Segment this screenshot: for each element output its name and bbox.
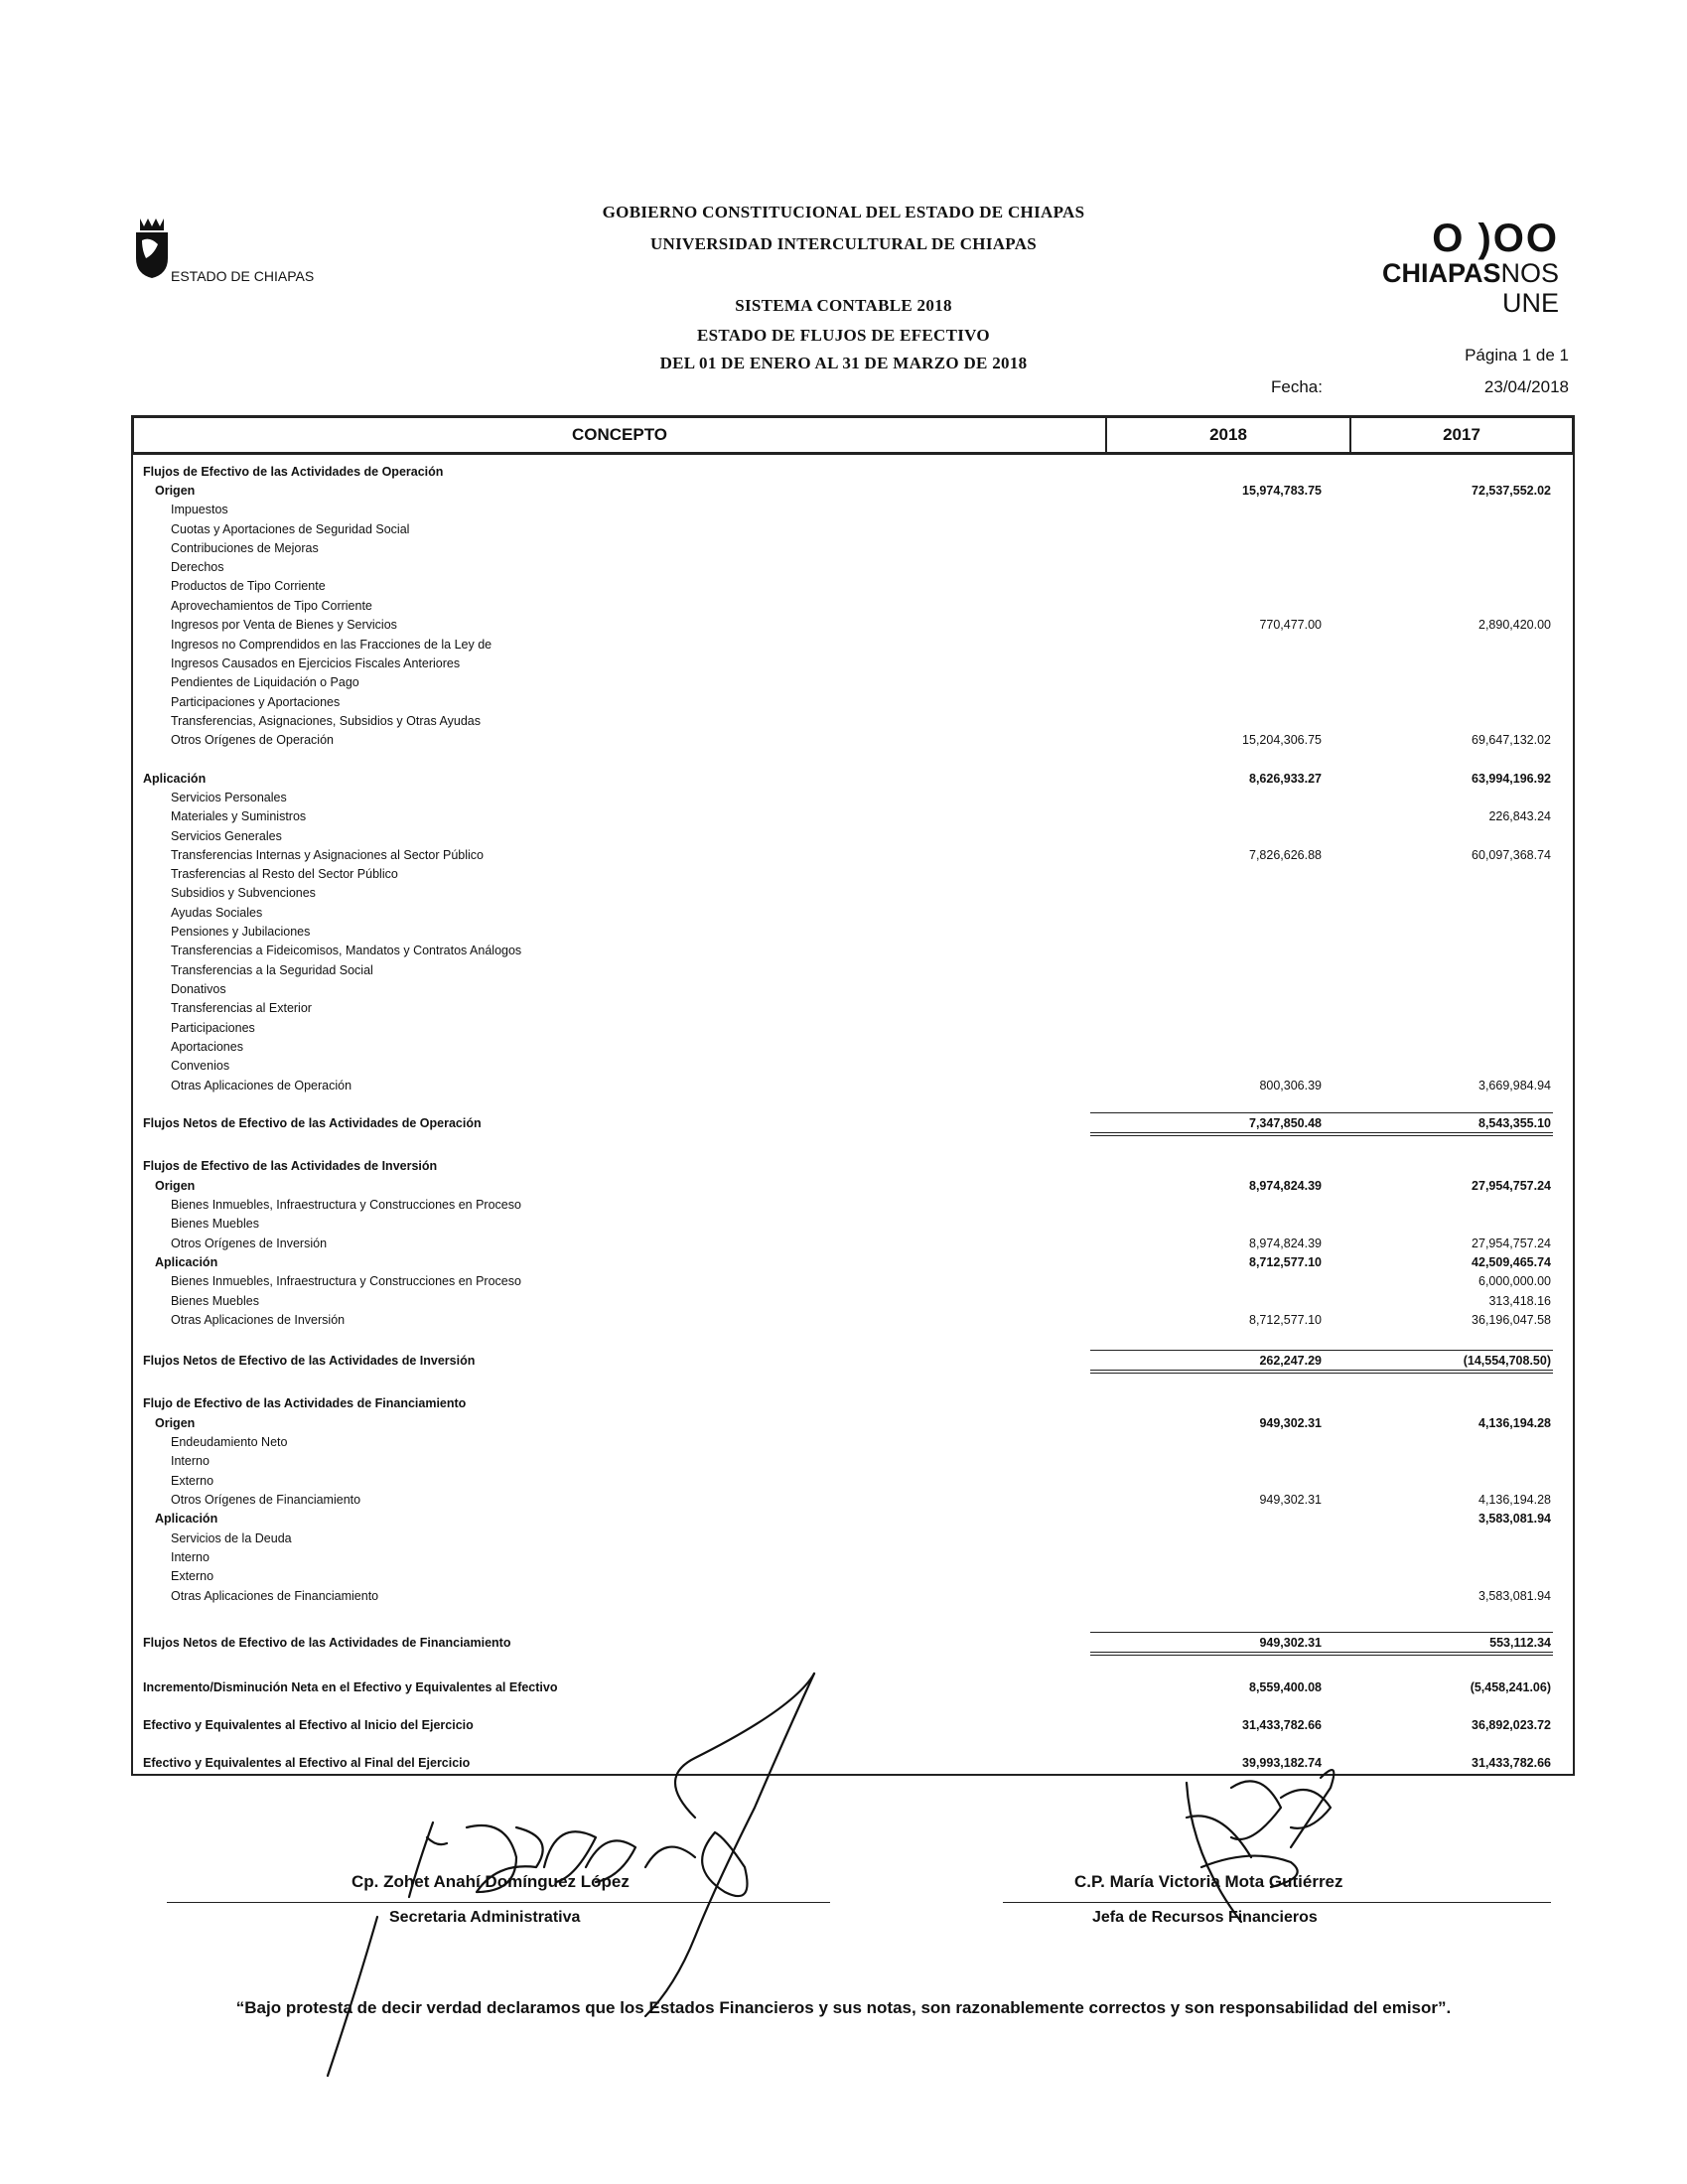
value-2017: 2,890,420.00 bbox=[1478, 618, 1551, 632]
value-2018: 8,974,824.39 bbox=[1249, 1179, 1322, 1193]
value-2017: 6,000,000.00 bbox=[1478, 1274, 1551, 1288]
value-2017: 226,843.24 bbox=[1488, 809, 1551, 823]
value-2018: 7,347,850.48 bbox=[1249, 1116, 1322, 1130]
row-label: Bienes Muebles bbox=[171, 1294, 259, 1308]
row-label: Origen bbox=[155, 1416, 196, 1430]
row-label: Incremento/Disminución Neta en el Efectivo y Equivalentes al Efectivo bbox=[143, 1680, 558, 1694]
value-2018: 8,712,577.10 bbox=[1249, 1255, 1322, 1269]
value-2018: 949,302.31 bbox=[1259, 1636, 1322, 1650]
row-label: Otros Orígenes de Financiamiento bbox=[171, 1493, 361, 1507]
row-label: Otros Orígenes de Operación bbox=[171, 733, 334, 747]
footer-statement: “Bajo protesta de decir verdad declaramos que los Estados Financieros y sus notas, son razonablemente correctos y son responsabilidad del emisor”. bbox=[235, 1998, 1452, 2017]
logo-brand-light: NOS UNE bbox=[1500, 258, 1559, 318]
value-2018: 31,433,782.66 bbox=[1242, 1718, 1322, 1732]
left-signer-role: Secretaria Administrativa bbox=[389, 1909, 581, 1926]
value-2018: 7,826,626.88 bbox=[1249, 848, 1322, 862]
column-header-2017: 2017 bbox=[1443, 425, 1480, 444]
value-2018: 39,993,182.74 bbox=[1242, 1756, 1322, 1770]
row-label: Aplicación bbox=[155, 1255, 218, 1269]
row-label: Donativos bbox=[171, 982, 226, 996]
row-label: Subsidios y Subvenciones bbox=[171, 886, 316, 900]
row-label: Aplicación bbox=[155, 1512, 218, 1526]
row-label: Aportaciones bbox=[171, 1040, 243, 1054]
row-label: Origen bbox=[155, 484, 196, 498]
system-title: SISTEMA CONTABLE 2018 bbox=[735, 296, 952, 315]
value-2017: 553,112.34 bbox=[1489, 1636, 1551, 1650]
value-2018: 8,559,400.08 bbox=[1249, 1680, 1322, 1694]
row-label: Otras Aplicaciones de Operación bbox=[171, 1079, 352, 1092]
value-2017: 42,509,465.74 bbox=[1472, 1255, 1551, 1269]
date-label: Fecha: bbox=[1271, 377, 1323, 396]
row-label: Productos de Tipo Corriente bbox=[171, 579, 326, 593]
value-2018: 770,477.00 bbox=[1259, 618, 1322, 632]
row-label: Otras Aplicaciones de Inversión bbox=[171, 1313, 346, 1327]
column-header-2018: 2018 bbox=[1107, 418, 1351, 452]
value-2017: 3,669,984.94 bbox=[1478, 1079, 1551, 1092]
row-label: Flujos Netos de Efectivo de las Actividades de Financiamiento bbox=[143, 1636, 511, 1650]
logo-brand-bold: CHIAPAS bbox=[1381, 258, 1501, 288]
row-label: Participaciones y Aportaciones bbox=[171, 695, 341, 709]
value-2017: 36,196,047.58 bbox=[1472, 1313, 1551, 1327]
row-label: Flujos Netos de Efectivo de las Actividades de Inversión bbox=[143, 1354, 476, 1368]
row-label: Efectivo y Equivalentes al Efectivo al Inicio del Ejercicio bbox=[143, 1718, 474, 1732]
row-label: Transferencias a Fideicomisos, Mandatos y Contratos Análogos bbox=[171, 944, 522, 957]
value-2017: 4,136,194.28 bbox=[1478, 1416, 1551, 1430]
value-2018: 15,204,306.75 bbox=[1242, 733, 1322, 747]
state-logo-text: ESTADO DE CHIAPAS bbox=[171, 268, 315, 284]
row-label: Otras Aplicaciones de Financiamiento bbox=[171, 1589, 379, 1603]
row-label: Flujos de Efectivo de las Actividades de Operación bbox=[143, 465, 444, 479]
row-label: Participaciones bbox=[171, 1021, 255, 1035]
date-value: 23/04/2018 bbox=[1483, 377, 1569, 396]
row-label: Materiales y Suministros bbox=[171, 809, 307, 823]
row-label: Servicios Generales bbox=[171, 829, 282, 843]
column-header-concept: CONCEPTO bbox=[134, 418, 1107, 452]
row-label: Transferencias, Asignaciones, Subsidios y Otras Ayudas bbox=[171, 714, 481, 728]
row-label: Aplicación bbox=[143, 772, 207, 786]
row-label: Convenios bbox=[171, 1059, 230, 1073]
page-number: Página 1 de 1 bbox=[1465, 346, 1569, 364]
row-label: Otros Orígenes de Inversión bbox=[171, 1237, 328, 1250]
row-label: Bienes Inmuebles, Infraestructura y Construcciones en Proceso bbox=[171, 1274, 521, 1288]
left-signer-name: Cp. Zohet Anahí Domínguez López bbox=[351, 1872, 630, 1891]
row-label: Externo bbox=[171, 1569, 214, 1583]
value-2017: 31,433,782.66 bbox=[1472, 1756, 1551, 1770]
report-title: ESTADO DE FLUJOS DE EFECTIVO bbox=[697, 326, 990, 345]
value-2017: 63,994,196.92 bbox=[1472, 772, 1551, 786]
row-label: Impuestos bbox=[171, 503, 228, 516]
row-label: Pendientes de Liquidación o Pago bbox=[171, 675, 359, 689]
row-label: Transferencias a la Seguridad Social bbox=[171, 963, 373, 977]
row-label: Flujos Netos de Efectivo de las Actividades de Operación bbox=[143, 1116, 482, 1130]
value-2017: 27,954,757.24 bbox=[1472, 1237, 1551, 1250]
row-label: Ingresos Causados en Ejercicios Fiscales Anteriores bbox=[171, 656, 461, 670]
row-label: Externo bbox=[171, 1474, 214, 1488]
value-2017: 27,954,757.24 bbox=[1472, 1179, 1551, 1193]
value-2017: 313,418.16 bbox=[1488, 1294, 1551, 1308]
value-2018: 800,306.39 bbox=[1259, 1079, 1322, 1092]
row-label: Pensiones y Jubilaciones bbox=[171, 925, 311, 939]
value-2017: 60,097,368.74 bbox=[1472, 848, 1551, 862]
right-signer-role: Jefa de Recursos Financieros bbox=[1092, 1909, 1318, 1926]
row-label: Endeudamiento Neto bbox=[171, 1435, 288, 1449]
value-2017: 36,892,023.72 bbox=[1472, 1718, 1551, 1732]
row-label: Aprovechamientos de Tipo Corriente bbox=[171, 599, 372, 613]
row-label: Efectivo y Equivalentes al Efectivo al Final del Ejercicio bbox=[143, 1756, 471, 1770]
value-2018: 8,974,824.39 bbox=[1249, 1237, 1322, 1250]
value-2017: 4,136,194.28 bbox=[1478, 1493, 1551, 1507]
value-2017: 69,647,132.02 bbox=[1472, 733, 1551, 747]
row-label: Interno bbox=[171, 1454, 210, 1468]
value-2018: 15,974,783.75 bbox=[1242, 484, 1322, 498]
row-label: Ingresos por Venta de Bienes y Servicios bbox=[171, 618, 397, 632]
row-label: Transferencias Internas y Asignaciones al Sector Público bbox=[171, 848, 484, 862]
right-signer-name: C.P. María Victoria Mota Gutiérrez bbox=[1074, 1872, 1343, 1891]
report-period: DEL 01 DE ENERO AL 31 DE MARZO DE 2018 bbox=[659, 354, 1028, 372]
value-2018: 8,712,577.10 bbox=[1249, 1313, 1322, 1327]
value-2018: 949,302.31 bbox=[1259, 1416, 1322, 1430]
university-title: UNIVERSIDAD INTERCULTURAL DE CHIAPAS bbox=[649, 234, 1038, 253]
value-2017: (5,458,241.06) bbox=[1470, 1680, 1551, 1694]
government-title: GOBIERNO CONSTITUCIONAL DEL ESTADO DE CHIAPAS bbox=[602, 203, 1085, 221]
row-label: Ayudas Sociales bbox=[171, 906, 263, 920]
value-2017: 8,543,355.10 bbox=[1478, 1116, 1551, 1130]
row-label: Flujo de Efectivo de las Actividades de Financiamiento bbox=[143, 1396, 467, 1410]
row-label: Cuotas y Aportaciones de Seguridad Social bbox=[171, 522, 410, 536]
row-label: Servicios de la Deuda bbox=[171, 1531, 292, 1545]
row-label: Transferencias al Exterior bbox=[171, 1001, 312, 1015]
value-2017: 72,537,552.02 bbox=[1472, 484, 1551, 498]
row-label: Bienes Muebles bbox=[171, 1217, 259, 1231]
row-label: Bienes Inmuebles, Infraestructura y Construcciones en Proceso bbox=[171, 1198, 521, 1212]
row-label: Origen bbox=[155, 1179, 196, 1193]
row-label: Contribuciones de Mejoras bbox=[171, 541, 319, 555]
row-label: Derechos bbox=[171, 560, 224, 574]
value-2018: 949,302.31 bbox=[1259, 1493, 1322, 1507]
value-2017: 3,583,081.94 bbox=[1478, 1512, 1551, 1526]
row-label: Flujos de Efectivo de las Actividades de Inversión bbox=[143, 1159, 438, 1173]
row-label: Servicios Personales bbox=[171, 791, 287, 804]
logo-top-mark: O )OO bbox=[1432, 217, 1559, 260]
row-label: Ingresos no Comprendidos en las Fracciones de la Ley de bbox=[171, 638, 492, 652]
value-2017: (14,554,708.50) bbox=[1463, 1354, 1551, 1368]
value-2017: 3,583,081.94 bbox=[1478, 1589, 1551, 1603]
row-label: Trasferencias al Resto del Sector Público bbox=[171, 867, 398, 881]
value-2018: 262,247.29 bbox=[1259, 1354, 1322, 1368]
row-label: Interno bbox=[171, 1550, 210, 1564]
value-2018: 8,626,933.27 bbox=[1249, 772, 1322, 786]
